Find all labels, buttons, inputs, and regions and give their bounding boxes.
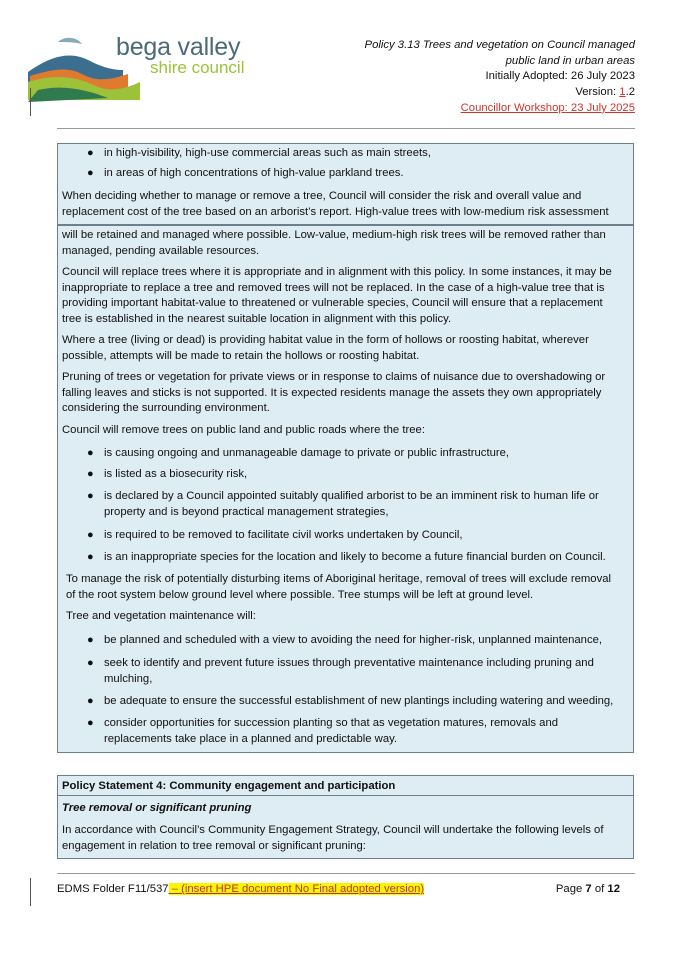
- maint-bullet-2-line1: seek to identify and prevent future issues through preventative maintenance including pruning and: [104, 657, 594, 669]
- para-maintenance-intro: Tree and vegetation maintenance will:: [66, 610, 256, 622]
- para-habitat-line1: Where a tree (living or dead) is providing habitat value in the form of hollows or roosting habitat, wherever: [62, 334, 589, 346]
- bullet-dot: ●: [87, 551, 94, 563]
- bullet-dot: ●: [87, 657, 94, 669]
- maint-bullet-4-line1: consider opportunities for succession planting so that as vegetation matures, removals and: [104, 717, 559, 729]
- remove-bullet-2: is listed as a biosecurity risk,: [104, 468, 248, 480]
- para-remove-intro: Council will remove trees on public land and public roads where the tree:: [62, 424, 425, 436]
- margin-mark-top: [30, 88, 31, 116]
- para-pruning-line1: Pruning of trees or vegetation for private views or in response to claims of nuisance due to overshadowing or: [62, 371, 606, 383]
- para-pruning-line2: falling leaves and sticks is not supported. It is expected residents manage the assets they own appropriately: [62, 387, 602, 399]
- box1-bullet-2: in areas of high concentrations of high-value parkland trees.: [104, 167, 404, 179]
- remove-bullet-5: is an inappropriate species for the location and likely to become a future financial burden on Council.: [104, 551, 606, 563]
- para-replace-line4: tree is established in the nearest suitable location in alignment with this policy.: [62, 313, 452, 325]
- footer-rule: [57, 873, 635, 874]
- adopted-date: Initially Adopted: 26 July 2023: [485, 70, 635, 83]
- remove-bullet-4: is required to be removed to facilitate civil works undertaken by Council,: [104, 529, 463, 541]
- remove-bullet-3-line1: is declared by a Council appointed suitably qualified arborist to be an imminent risk to human life or: [104, 490, 599, 502]
- engagement-para-line2: engagement in relation to tree removal or significant pruning:: [62, 840, 366, 852]
- box1-bullet-1: in high-visibility, high-use commercial areas such as main streets,: [104, 147, 431, 159]
- logo-text-shire-council: shire council: [150, 58, 245, 77]
- bullet-dot: ●: [87, 717, 94, 729]
- engagement-para-line1: In accordance with Council’s Community Engagement Strategy, Council will undertake the following levels of: [62, 824, 604, 836]
- workshop-date: Councillor Workshop: 23 July 2025: [460, 101, 635, 114]
- para-pruning-line3: considering the surrounding environment.: [62, 402, 270, 414]
- hpe-document-placeholder: – (insert HPE document No Final adopted version): [168, 883, 425, 895]
- edms-folder: EDMS Folder F11/537: [57, 883, 169, 895]
- maint-bullet-2-line2: mulching,: [104, 673, 153, 685]
- policy-statement-4-heading: Policy Statement 4: Community engagement and participation: [62, 780, 396, 792]
- version-suffix: .2: [625, 86, 635, 99]
- para-replace-line2: inappropriate to replace a tree and removed trees will not be replaced. In the case of a high-value tree that is: [62, 282, 605, 294]
- bullet-dot: ●: [87, 490, 94, 502]
- box1-para-line1: When deciding whether to manage or remove a tree, Council will consider the risk and overall value and: [62, 190, 582, 202]
- page-number: [556, 882, 620, 897]
- bullet-dot: ●: [87, 147, 94, 159]
- bullet-dot: ●: [87, 634, 94, 646]
- policy-title-line2: public land in urban areas: [505, 54, 635, 67]
- maint-bullet-4-line2: replacements take place in a planned and predictable way.: [104, 733, 398, 745]
- para-replace-line1: Council will replace trees where it is appropriate and in alignment with this policy. In some instances, it may be: [62, 266, 612, 278]
- page-total: 12: [607, 883, 620, 895]
- page-current: 7: [585, 883, 592, 895]
- remove-bullet-3-line2: property and is beyond practical management strategies,: [104, 506, 389, 518]
- bullet-dot: ●: [87, 529, 94, 541]
- header-rule: [57, 128, 635, 129]
- para-heritage-line2: of the root system below ground level where possible. Tree stumps will be left at ground level.: [66, 589, 534, 601]
- maint-bullet-1: be planned and scheduled with a view to avoiding the need for higher-risk, unplanned maintenance,: [104, 634, 603, 646]
- margin-mark-bottom: [30, 878, 31, 906]
- para-retain-line2: managed, pending available resources.: [62, 245, 260, 257]
- bullet-dot: ●: [87, 695, 94, 707]
- version-changed-digit: 1: [619, 86, 626, 99]
- version-line: [365, 85, 635, 101]
- footer-left: [57, 882, 424, 897]
- document-header: [365, 38, 635, 117]
- council-logo: [28, 30, 248, 112]
- remove-bullet-1: is causing ongoing and unmanageable damage to private or public infrastructure,: [104, 447, 510, 459]
- para-retain-line1: will be retained and managed where possible. Low-value, medium-high risk trees will be removed rather than: [62, 229, 606, 241]
- para-replace-line3: providing important habitat-value to threatened or vulnerable species, Council will ensure that a replacement: [62, 297, 603, 309]
- para-heritage-line1: To manage the risk of potentially disturbing items of Aboriginal heritage, removal of trees will exclude removal: [66, 573, 612, 585]
- tree-removal-subheading: Tree removal or significant pruning: [62, 802, 252, 814]
- box1-para-line2: replacement cost of the tree based on an arborist’s report. High-value trees with low-medium risk assessment: [62, 206, 609, 218]
- maint-bullet-3: be adequate to ensure the successful establishment of new plantings including watering and weeding,: [104, 695, 614, 707]
- logo-text-bega-valley: bega valley: [116, 33, 241, 61]
- bullet-dot: ●: [87, 447, 94, 459]
- para-habitat-line2: possible, attempts will be made to retain the hollows or roosting habitat.: [62, 350, 420, 362]
- page-label: Page: [555, 883, 586, 895]
- version-label: Version:: [575, 86, 620, 99]
- policy-title-line1: Policy 3.13 Trees and vegetation on Council managed: [364, 39, 635, 51]
- page-of: of: [591, 883, 608, 895]
- bullet-dot: ●: [87, 468, 94, 480]
- bullet-dot: ●: [87, 167, 94, 179]
